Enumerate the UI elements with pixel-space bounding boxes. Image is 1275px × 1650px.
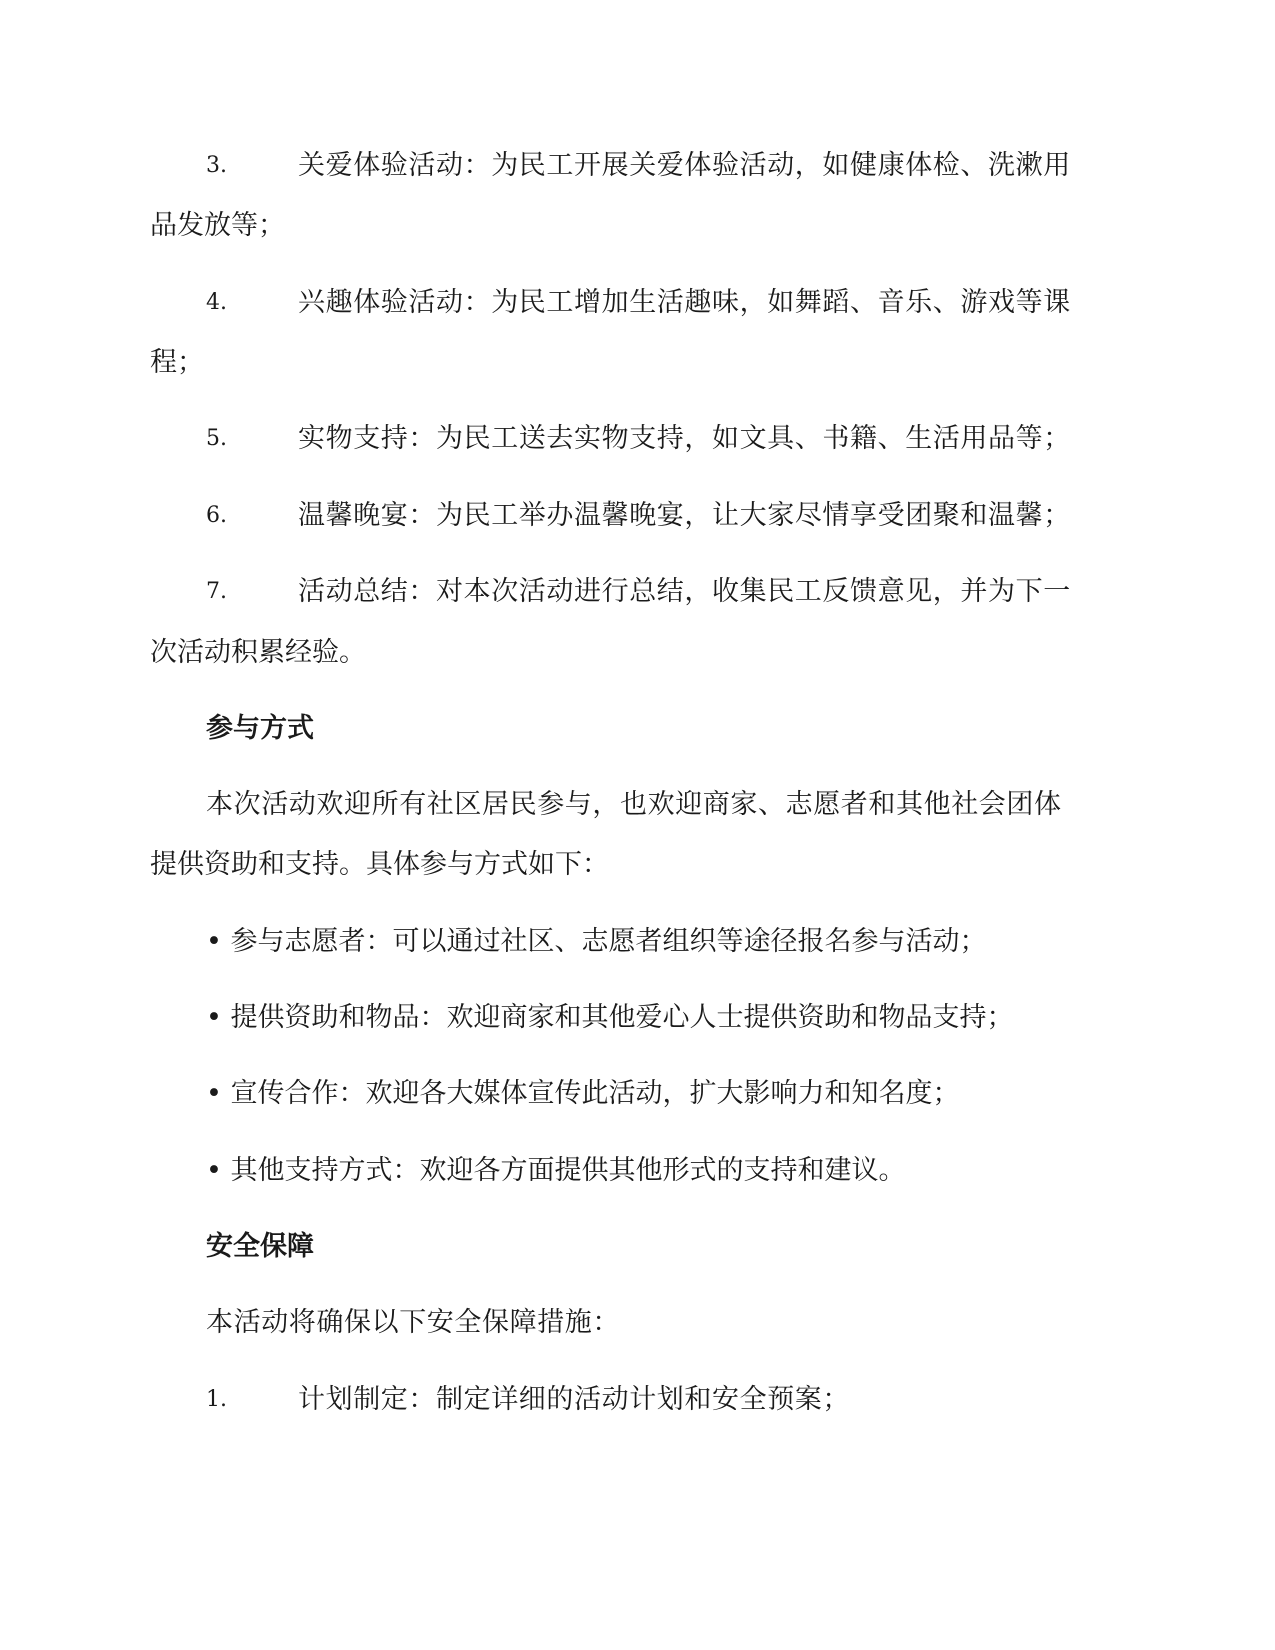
list-item-text: 计划制定：制定详细的活动计划和安全预案； [298, 1384, 850, 1415]
bullet-item: • 提供资助和物品：欢迎商家和其他爱心人士提供资助和物品支持； [206, 1002, 1014, 1033]
paragraph-line: 本活动将确保以下安全保障措施： [206, 1307, 620, 1338]
list-item-continuation: 次活动积累经验。 [150, 637, 366, 668]
paragraph-line: 本次活动欢迎所有社区居民参与，也欢迎商家、志愿者和其他社会团体 [206, 789, 1062, 820]
list-number: 4. [206, 290, 227, 315]
bullet-item: • 其他支持方式：欢迎各方面提供其他形式的支持和建议。 [206, 1155, 906, 1186]
list-number: 5. [206, 426, 227, 451]
list-item-text: 关爱体验活动：为民工开展关爱体验活动，如健康体检、洗漱用 [298, 150, 1071, 181]
paragraph-line: 提供资助和支持。具体参与方式如下： [150, 849, 609, 880]
list-item-text: 实物支持：为民工送去实物支持，如文具、书籍、生活用品等； [298, 423, 1071, 454]
list-item-text: 活动总结：对本次活动进行总结，收集民工反馈意见，并为下一 [298, 576, 1071, 607]
section-heading-safety: 安全保障 [206, 1231, 314, 1262]
list-number: 3. [206, 153, 227, 178]
bullet-item: • 宣传合作：欢迎各大媒体宣传此活动，扩大影响力和知名度； [206, 1078, 960, 1109]
list-item-text: 温馨晚宴：为民工举办温馨晚宴，让大家尽情享受团聚和温馨； [298, 500, 1071, 531]
bullet-item: • 参与志愿者：可以通过社区、志愿者组织等途径报名参与活动； [206, 926, 987, 957]
list-item-continuation: 程； [150, 347, 204, 378]
list-item-continuation: 品发放等； [150, 210, 285, 241]
list-item-text: 兴趣体验活动：为民工增加生活趣味，如舞蹈、音乐、游戏等课 [298, 287, 1071, 318]
list-number: 6. [206, 503, 227, 528]
list-number: 7. [206, 579, 227, 604]
list-number: 1. [206, 1387, 227, 1412]
section-heading-participation: 参与方式 [206, 713, 314, 744]
